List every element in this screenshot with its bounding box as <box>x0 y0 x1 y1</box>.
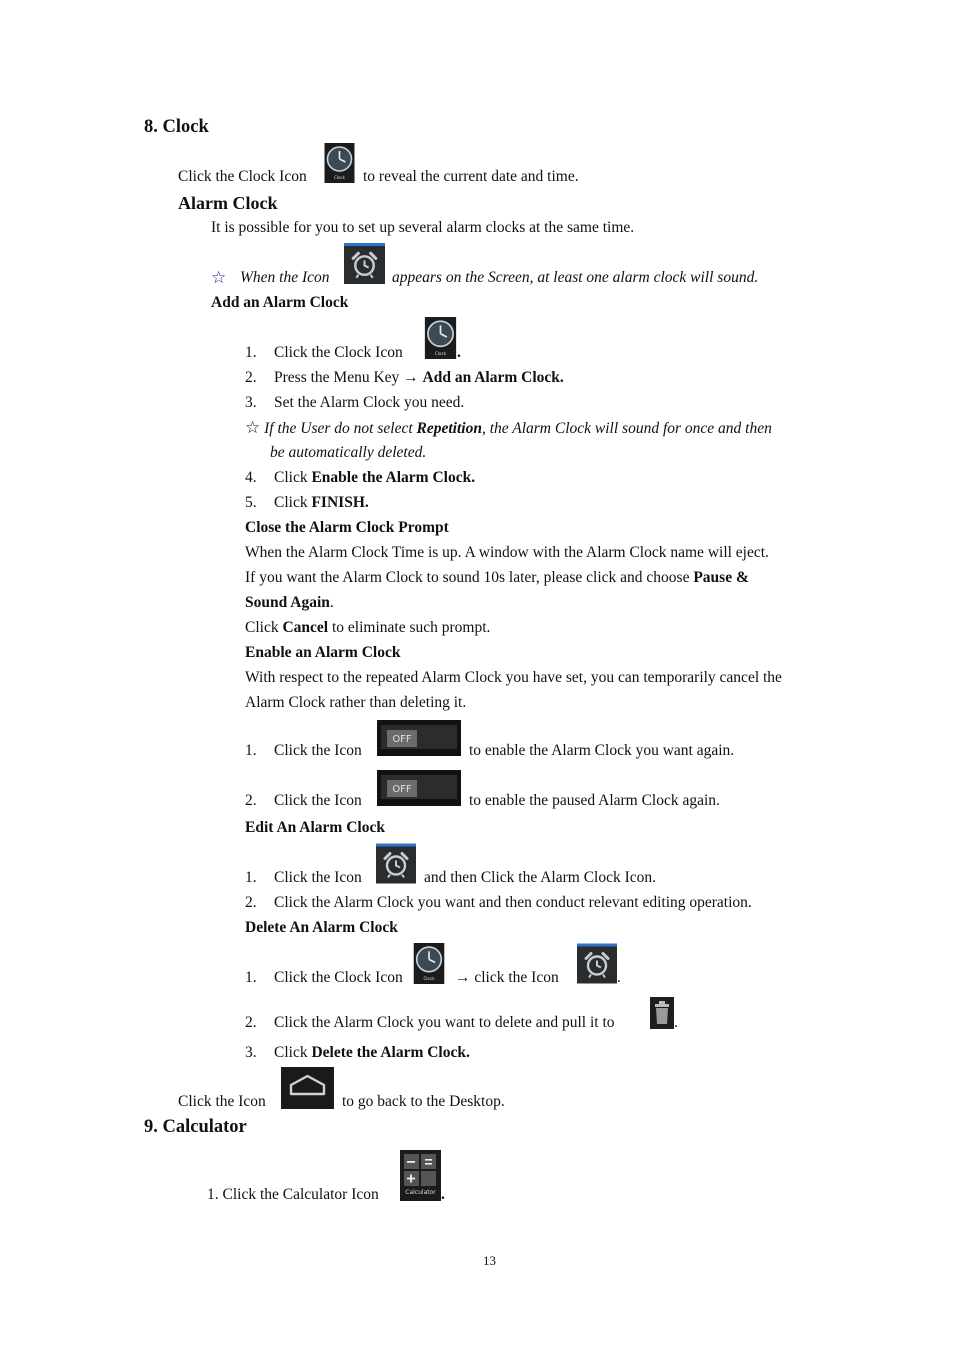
add-step-1-end: . <box>457 344 461 361</box>
text: If you want the Alarm Clock to sound 10s later, please click and choose <box>245 569 694 586</box>
step-number: 3. <box>245 394 257 411</box>
add-step-1 <box>245 343 403 363</box>
close-paragraph-2 <box>245 568 749 588</box>
add-step-4 <box>245 468 475 488</box>
close-paragraph-4 <box>245 618 490 638</box>
enable-step-2-post: to enable the paused Alarm Clock again. <box>469 792 720 809</box>
calculator-icon-label: Calculator <box>405 1189 436 1196</box>
edit-step-2 <box>245 893 752 913</box>
edit-step-1-post: and then Click the Alarm Clock Icon. <box>424 869 657 886</box>
step-text: Click the Clock Icon <box>274 344 403 361</box>
calculator-icon <box>400 1150 441 1201</box>
subheading-delete-alarm: Delete An Alarm Clock <box>245 919 398 936</box>
subheading-edit-alarm: Edit An Alarm Clock <box>245 819 385 836</box>
note-text: , the Alarm Clock will sound for once and then <box>481 420 772 437</box>
text: to eliminate such prompt. <box>328 619 491 636</box>
step-bold: Delete the Alarm Clock. <box>311 1044 470 1061</box>
star-icon: ☆ <box>211 268 227 287</box>
subheading-enable-alarm: Enable an Alarm Clock <box>245 644 401 661</box>
trash-icon <box>650 997 674 1029</box>
step-text: Press the Menu Key → <box>274 369 423 386</box>
clock-icon <box>324 143 355 183</box>
step-number: 2. <box>245 894 257 911</box>
add-step-2 <box>245 368 564 388</box>
clock-intro-pre: Click the Clock Icon <box>178 168 307 185</box>
step-number: 1. <box>245 742 257 759</box>
step-bold: FINISH. <box>311 494 369 511</box>
enable-step-2 <box>245 791 362 811</box>
step-number: 1. <box>245 869 257 886</box>
home-icon <box>281 1067 334 1109</box>
toggle-off-icon <box>377 770 461 806</box>
alarm-icon <box>344 243 385 284</box>
bold-text: Pause & <box>693 569 749 586</box>
bold-text: Sound Again <box>245 594 330 611</box>
close-paragraph-1: When the Alarm Clock Time is up. A window with the Alarm Clock name will eject. <box>245 544 769 561</box>
step-bold: Enable the Alarm Clock. <box>311 469 476 486</box>
toggle-label: OFF <box>392 784 412 795</box>
delete-step-1-mid: → click the Icon <box>455 969 559 986</box>
step-bold: Add an Alarm Clock. <box>422 369 564 386</box>
section-heading-calculator: 9. Calculator <box>144 1117 247 1137</box>
subheading-add-alarm: Add an Alarm Clock <box>211 294 349 311</box>
step-number: 3. <box>245 1044 257 1061</box>
delete-step-1-end: . <box>617 969 621 986</box>
step-text: Click the Clock Icon <box>274 969 403 986</box>
home-pre: Click the Icon <box>178 1093 266 1110</box>
alarm-icon <box>577 943 617 984</box>
page-number: 13 <box>483 1253 496 1268</box>
add-step-5 <box>245 493 369 513</box>
delete-step-2-end: . <box>674 1014 678 1031</box>
step-text: Click the Alarm Clock you want and then conduct relevant editing operation. <box>274 894 752 911</box>
step-text: Click <box>274 494 312 511</box>
step-text: Click the Alarm Clock you want to delete and pull it to <box>274 1014 615 1031</box>
star-icon: ☆ <box>245 418 261 437</box>
section-heading-clock: 8. Clock <box>144 117 209 137</box>
note-bold: Repetition <box>416 420 482 437</box>
subheading-close-prompt: Close the Alarm Clock Prompt <box>245 519 449 536</box>
alarm-note-pre: When the Icon <box>240 269 330 286</box>
clock-intro-post: to reveal the current date and time. <box>363 168 579 185</box>
clock-icon-label: Clock <box>334 175 345 180</box>
step-number: 2. <box>245 1014 257 1031</box>
delete-step-1 <box>245 968 403 988</box>
bold-text: Cancel <box>282 619 329 636</box>
clock-icon-label: Clock <box>423 975 435 981</box>
enable-step-1 <box>245 741 362 761</box>
enable-paragraph-1: With respect to the repeated Alarm Clock you have set, you can temporarily cancel the <box>245 669 782 686</box>
text: Click <box>245 619 283 636</box>
step-text: Click <box>274 1044 312 1061</box>
step-number: 2. <box>245 792 257 809</box>
delete-step-3 <box>245 1043 470 1063</box>
step-number: 5. <box>245 494 257 511</box>
clock-icon <box>412 943 446 984</box>
edit-step-1 <box>245 868 362 888</box>
step-number: 4. <box>245 469 257 486</box>
clock-icon-label: Clock <box>434 350 447 356</box>
toggle-off-icon <box>377 720 461 756</box>
enable-paragraph-2: Alarm Clock rather than deleting it. <box>245 694 467 711</box>
alarm-icon <box>376 843 416 884</box>
subheading-alarm-clock: Alarm Clock <box>178 193 278 213</box>
text: . <box>329 594 334 611</box>
toggle-label: OFF <box>392 734 412 745</box>
step-number: 2. <box>245 369 257 386</box>
step-text: Click the Icon <box>274 742 362 759</box>
repetition-note-line2: be automatically deleted. <box>270 444 427 461</box>
step-text: Click the Icon <box>274 792 362 809</box>
alarm-note-post: appears on the Screen, at least one alarm clock will sound. <box>392 269 759 286</box>
step-number: 1. <box>245 969 257 986</box>
step-number: 1. <box>245 344 257 361</box>
alarm-intro: It is possible for you to set up several alarm clocks at the same time. <box>211 219 635 236</box>
calculator-step-1: 1. Click the Calculator Icon <box>207 1186 379 1203</box>
delete-step-2 <box>245 1013 615 1033</box>
calculator-step-1-end: . <box>441 1186 445 1203</box>
close-paragraph-3 <box>245 593 334 613</box>
enable-step-1-post: to enable the Alarm Clock you want again. <box>469 742 735 759</box>
add-step-3 <box>245 393 464 413</box>
home-post: to go back to the Desktop. <box>342 1093 505 1110</box>
clock-icon <box>423 317 458 359</box>
step-text: Click the Icon <box>274 869 362 886</box>
step-text: Click <box>274 469 312 486</box>
repetition-note-line1 <box>245 418 772 439</box>
step-text: Set the Alarm Clock you need. <box>274 394 465 411</box>
note-text: If the User do not select <box>264 420 417 437</box>
